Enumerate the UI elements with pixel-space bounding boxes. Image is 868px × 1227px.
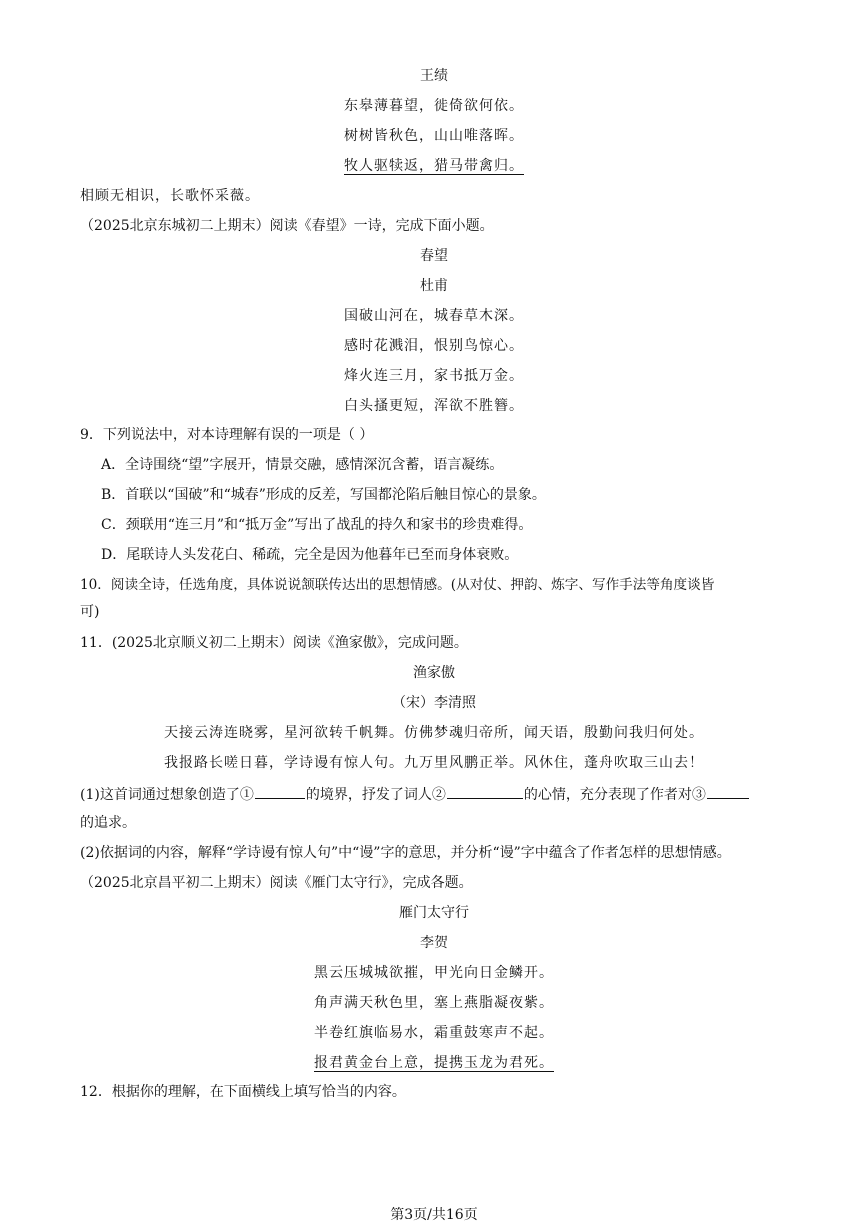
section-intro-chunwang: （2025北京东城初二上期末）阅读《春望》一诗，完成下面小题。	[80, 218, 494, 234]
chunwang-line-2: 感时花溅泪，恨别鸟惊心。	[344, 338, 524, 354]
page-number: 第3页/共16页	[390, 1207, 478, 1223]
yanmen-line-3: 半卷红旗临易水，霜重鼓寒声不起。	[314, 1025, 554, 1041]
poem-title-yanmen: 雁门太守行	[399, 905, 469, 921]
question-10-line-2: 可)	[80, 604, 100, 620]
yujiaao-line-2: 我报路长嗟日暮，学诗谩有惊人句。九万里风鹏正举。风休住，蓬舟吹取三山去！	[164, 755, 704, 771]
poem-title-chunwang: 春望	[420, 248, 448, 264]
yanmen-line-2: 角声满天秋色里，塞上燕脂凝夜紫。	[314, 995, 554, 1011]
question-11-sub-2: (2)依据词的内容，解释“学诗谩有惊人句”中“谩”字的意思，并分析“谩”字中蕴含了作者怎样的思想情感。	[80, 845, 731, 861]
question-12-stem: 12．根据你的理解，在下面横线上填写恰当的内容。	[80, 1084, 406, 1100]
question-9-option-c: C．颈联用“连三月”和“抵万金”写出了战乱的持久和家书的珍贵难得。	[101, 517, 533, 533]
sub1-text-a: (1)这首词通过想象创造了①	[80, 787, 254, 803]
chunwang-line-4: 白头搔更短，浑欲不胜簪。	[344, 398, 524, 414]
question-11-sub-1-end: 的追求。	[80, 815, 136, 831]
question-11-intro: 11．(2025北京顺义初二上期末）阅读《渔家傲》，完成问题。	[80, 635, 468, 651]
sub1-text-c: 的心情，充分表现了作者对③	[523, 787, 706, 803]
poem1-author: 王绩	[420, 68, 448, 84]
question-9-option-a: A．全诗围绕“望”字展开，情景交融，感情深沉含蓄，语言凝练。	[101, 457, 504, 473]
section-intro-yanmen: （2025北京昌平初二上期末）阅读《雁门太守行》，完成各题。	[80, 875, 473, 891]
answer-blank-2[interactable]	[447, 784, 523, 799]
yanmen-line-4	[0, 1054, 868, 1072]
chunwang-line-1: 国破山河在，城春草木深。	[344, 308, 524, 324]
poem-author-dufu: 杜甫	[420, 278, 448, 294]
yujiaao-line-1: 天接云涛连晓雾，星河欲转千帆舞。仿佛梦魂归帝所，闻天语，殷勤问我归何处。	[164, 725, 704, 741]
yanmen-line-1: 黑云压城城欲摧，甲光向日金鳞开。	[314, 965, 554, 981]
sub1-text-b: 的境界，抒发了词人②	[305, 787, 446, 803]
underlined-line: 报君黄金台上意，提携玉龙为君死。	[314, 1055, 554, 1071]
question-11-sub-1	[80, 784, 750, 804]
question-10-line-1: 10．阅读全诗，任选角度，具体说说颔联传达出的思想情感。(从对仗、押韵、炼字、写作手法等角度谈皆	[80, 577, 715, 593]
answer-blank-1[interactable]	[255, 784, 305, 799]
question-9-option-b: B．首联以“国破”和“城春”形成的反差，写国都沦陷后触目惊心的景象。	[101, 487, 546, 503]
chunwang-line-3: 烽火连三月，家书抵万金。	[344, 368, 524, 384]
poem-author-liqingzhao: （宋）李清照	[392, 695, 476, 711]
poem1-line-1: 东皋薄暮望，徙倚欲何依。	[344, 98, 524, 114]
question-9-stem: 9．下列说法中，对本诗理解有误的一项是（ ）	[80, 427, 374, 443]
question-9-option-d: D．尾联诗人头发花白、稀疏，完全是因为他暮年已至而身体衰败。	[101, 547, 519, 563]
underlined-line: 牧人驱犊返，猎马带禽归。	[344, 158, 524, 174]
answer-blank-3[interactable]	[707, 784, 749, 799]
poem-title-yujiaao: 渔家傲	[413, 665, 455, 681]
poem-author-lihe: 李贺	[420, 935, 448, 951]
poem1-line-2: 树树皆秋色，山山唯落晖。	[344, 128, 524, 144]
poem1-line-4: 相顾无相识，长歌怀采薇。	[80, 188, 260, 204]
poem1-line-3	[0, 157, 868, 175]
